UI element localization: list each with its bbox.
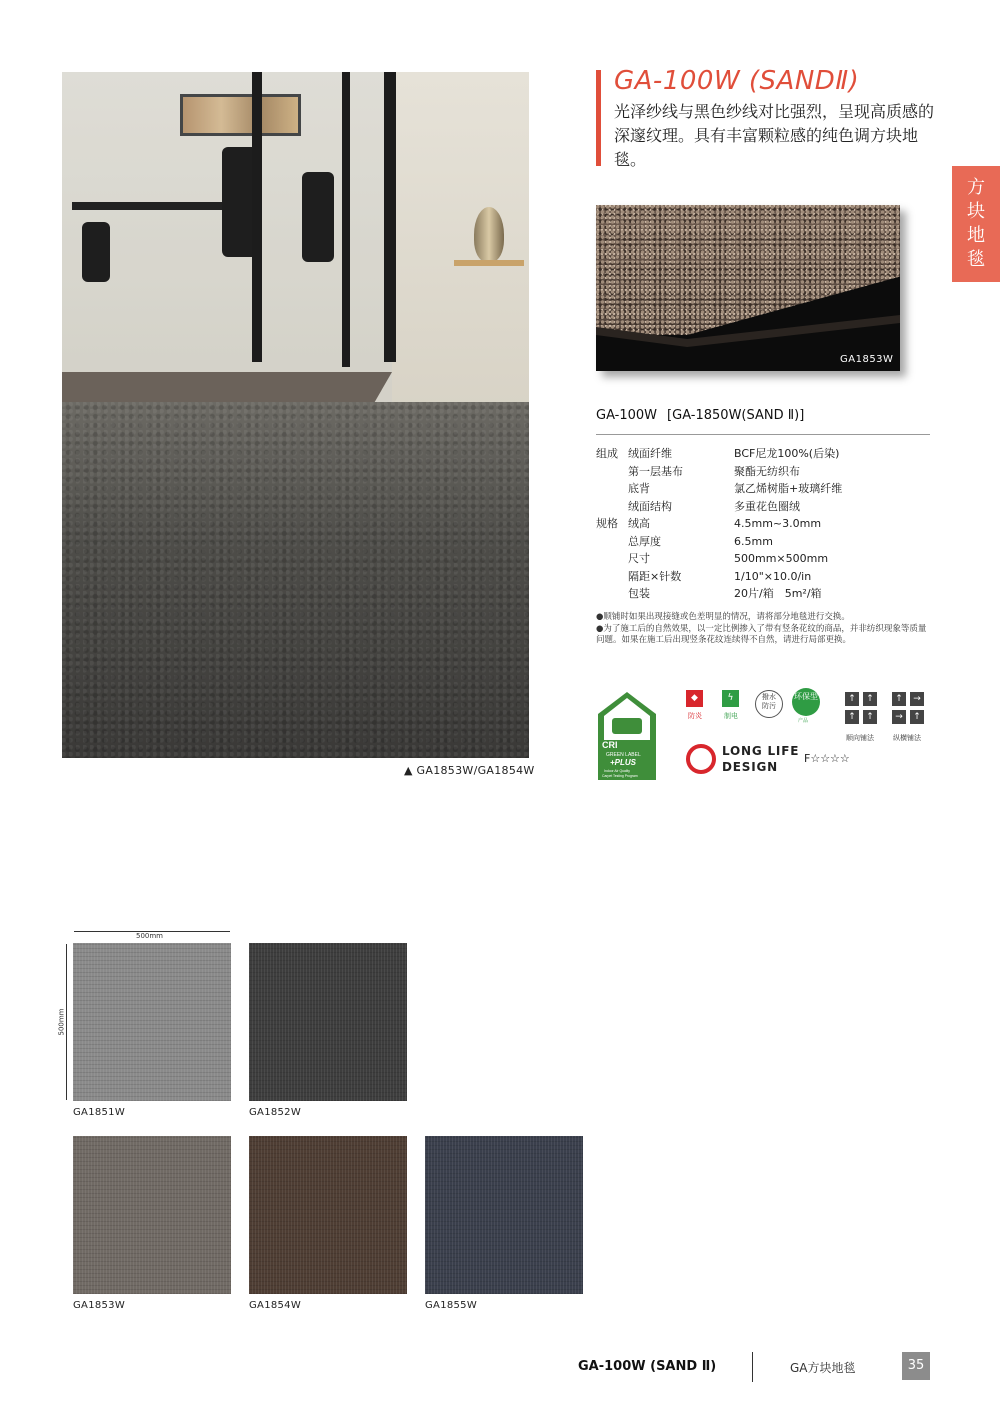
spec-model: GA-100W <box>596 408 658 423</box>
hero-caption: ▲ GA1853W/GA1854W <box>404 764 535 777</box>
hero-carpet-floor <box>62 402 529 758</box>
spec-item: 总厚度 <box>628 534 661 548</box>
spec-group <box>596 585 628 603</box>
eco-sub-label: 产品 <box>798 718 809 724</box>
hero-mullion <box>342 72 350 367</box>
swatch-label: GA1855W <box>425 1300 478 1311</box>
footer-divider <box>752 1352 753 1382</box>
spec-group: 组成 <box>596 447 618 460</box>
height-dimension-line <box>66 944 67 1100</box>
arrow-up-icon: ↑ <box>892 692 906 706</box>
spec-group <box>596 480 628 498</box>
long-life-text: DESIGN <box>722 760 778 774</box>
spec-group <box>596 550 628 568</box>
product-title: GA-100W (SANDⅡ) <box>614 66 860 96</box>
spec-item: 尺寸 <box>628 552 650 565</box>
eco-product-icon: 环保型 <box>792 688 820 716</box>
hero-chair <box>82 222 110 282</box>
spec-value: 1/10"×10.0/in <box>734 569 812 583</box>
swatch-ga1853w <box>73 1136 231 1294</box>
cri-text: CRI <box>602 740 618 750</box>
spec-value: 6.5mm <box>734 534 773 548</box>
spec-value: 4.5mm~3.0mm <box>734 517 822 530</box>
side-tab-char: 块 <box>967 201 985 222</box>
long-life-text: LONG LIFE <box>722 744 800 758</box>
sample-photo <box>596 205 900 371</box>
long-life-design-logo <box>722 743 799 775</box>
spec-table <box>596 445 930 603</box>
swatch-ga1854w <box>249 1136 407 1294</box>
spec-item: 绒面纤维 <box>628 447 672 460</box>
swatch-ga1855w <box>425 1136 583 1294</box>
formaldehyde-rating: F☆☆☆☆ <box>804 752 850 765</box>
spec-group <box>596 498 628 516</box>
arrow-up-icon: ↑ <box>845 692 859 706</box>
spec-group <box>596 568 628 586</box>
spec-group <box>596 463 628 481</box>
spec-row <box>596 585 930 603</box>
cri-text: GREEN LABEL <box>606 752 641 758</box>
hero-vase <box>474 207 504 262</box>
side-tab-char: 毯 <box>967 249 985 270</box>
long-life-design-g-mark-icon <box>686 744 716 774</box>
static-label: 制电 <box>724 712 738 720</box>
spec-divider <box>596 434 930 435</box>
spec-heading <box>596 408 804 423</box>
fire-retardant-icon: ◆ <box>686 690 703 707</box>
side-tab-char: 方 <box>967 177 985 198</box>
page-number: 35 <box>902 1352 930 1380</box>
arrow-up-icon: ↑ <box>845 710 859 724</box>
spec-value: 聚酯无纺织布 <box>734 464 800 478</box>
swatch-label: GA1851W <box>73 1107 126 1118</box>
spec-group <box>596 533 628 551</box>
hero-shelf <box>454 260 524 266</box>
swatch-ga1851w <box>73 943 231 1101</box>
spec-row <box>596 463 930 481</box>
height-dimension-label: 500mm <box>57 1008 66 1036</box>
spec-item: 包装 <box>628 587 650 600</box>
spec-value: 氯乙烯树脂+玻璃纤维 <box>734 482 843 495</box>
spec-value: 多重花色圈绒 <box>734 499 800 513</box>
sample-texture <box>596 205 900 335</box>
footer-category: GA方块地毯 <box>790 1361 856 1375</box>
spec-value: 20片/箱 5m²/箱 <box>734 587 822 600</box>
water-stain-repellent-icon: 撥水 防污 <box>755 690 783 718</box>
spec-item: 底背 <box>628 482 650 495</box>
install-method-label: 纵横铺法 <box>893 734 921 742</box>
spec-series: [GA-1850W(SAND Ⅱ)] <box>667 408 805 423</box>
fire-label: 防炎 <box>688 712 702 720</box>
spec-row <box>596 533 930 551</box>
spec-row <box>596 498 930 516</box>
category-side-tab <box>952 166 1000 282</box>
hero-photo <box>62 72 529 758</box>
hero-mullion <box>384 72 396 362</box>
spec-row <box>596 480 930 498</box>
width-dimension-label: 500mm <box>136 932 163 940</box>
hero-chair <box>302 172 334 262</box>
spec-value: 500mm×500mm <box>734 552 829 565</box>
anti-static-icon: ϟ <box>722 690 739 707</box>
side-tab-char: 地 <box>967 225 985 246</box>
spec-row <box>596 445 930 463</box>
swatch-label: GA1854W <box>249 1300 302 1311</box>
title-accent-bar <box>596 70 601 166</box>
footer-title: GA-100W (SAND Ⅱ) <box>578 1359 717 1374</box>
cri-green-label-plus-logo <box>596 690 658 782</box>
arrow-up-icon: ↑ <box>910 710 924 724</box>
spec-value: BCF尼龙100%(后染) <box>734 447 840 460</box>
spec-row <box>596 550 930 568</box>
swatch-ga1852w <box>249 943 407 1101</box>
arrow-right-icon: → <box>892 710 906 724</box>
product-description: 光泽纱线与黑色纱线对比强烈，呈现高质感的深邃纹理。具有丰富颗粒感的纯色调方块地毯。 <box>614 102 935 169</box>
swatch-label: GA1852W <box>249 1107 302 1118</box>
spec-row <box>596 568 930 586</box>
spec-item: 隔距×针数 <box>628 569 682 583</box>
notes <box>596 612 930 647</box>
sample-label: GA1853W <box>840 354 894 365</box>
swatch-label: GA1853W <box>73 1300 126 1311</box>
cri-text: Indoor Air Quality <box>604 769 631 773</box>
note-item: ●为了施工后的自然效果，以一定比例掺入了带有竖条花纹的商品，并非纺织现象等质量问题。如果在施工后出现竖条花纹连续得不自然，请进行局部更换。 <box>596 623 927 645</box>
arrow-up-icon: ↑ <box>863 710 877 724</box>
hero-mullion <box>252 72 262 362</box>
cri-text: Carpet Testing Program <box>602 774 638 778</box>
arrow-up-icon: ↑ <box>863 692 877 706</box>
spec-group: 规格 <box>596 517 618 530</box>
install-method-label: 顺向铺法 <box>846 734 874 742</box>
spec-item: 第一层基布 <box>628 464 683 478</box>
spec-item: 绒高 <box>628 517 650 530</box>
note-item: ●顺铺时如果出现接缝或色差明显的情况，请将部分地毯进行交换。 <box>596 612 850 622</box>
spec-row <box>596 515 930 533</box>
cri-text: +PLUS <box>610 758 637 767</box>
spec-item: 绒面结构 <box>628 499 672 513</box>
arrow-right-icon: → <box>910 692 924 706</box>
